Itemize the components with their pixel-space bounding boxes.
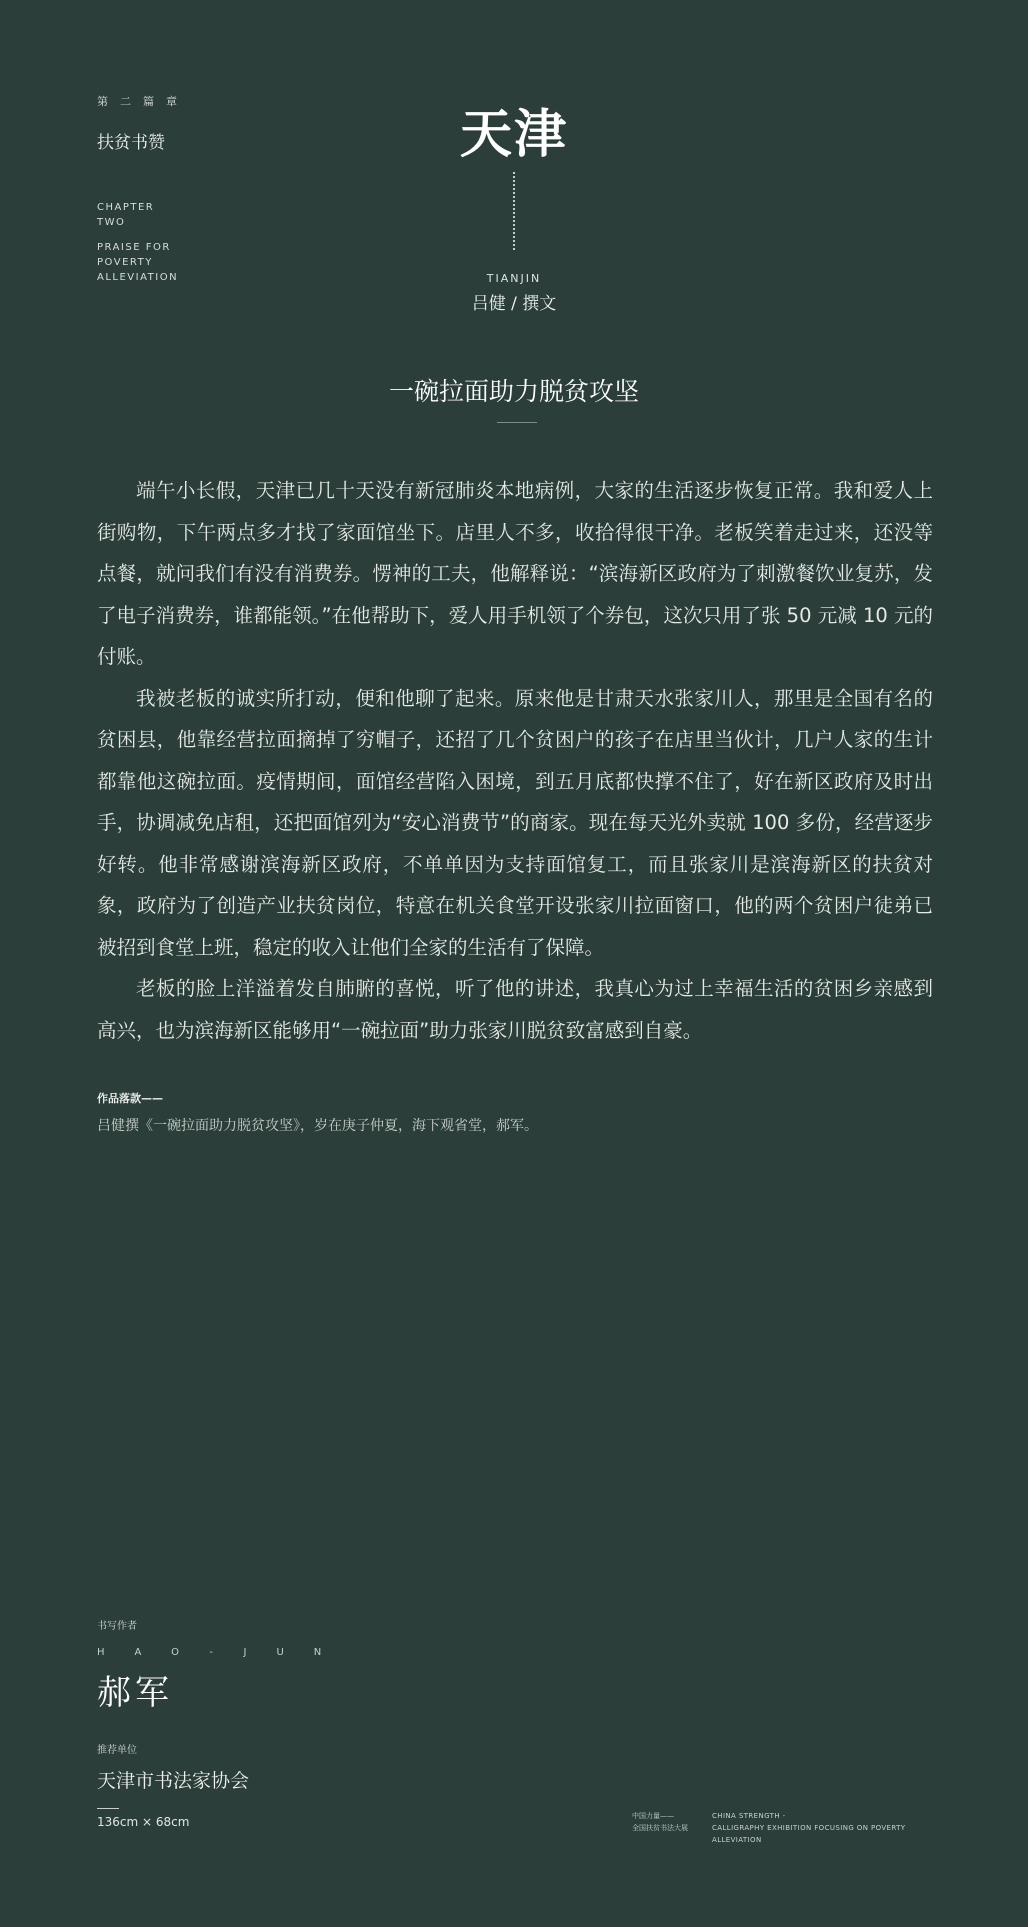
footer-cn xyxy=(632,1810,698,1834)
recommender-org: 天津市书法家协会 xyxy=(97,1770,250,1792)
chapter-en-subtitle: PRAISE FOR POVERTY ALLEVIATION xyxy=(97,242,179,283)
footer-en-line: CALLIGRAPHY EXHIBITION FOCUSING ON POVERTY ALLEVIATION xyxy=(712,1824,906,1844)
city-en-label: TIANJIN xyxy=(486,272,542,285)
footer-en xyxy=(712,1810,952,1846)
article-paragraph: 老板的脸上洋溢着发自肺腑的喜悦，听了他的讲述，我真心为过上幸福生活的贫困乡亲感到高兴，也为滨海新区能够用“一碗拉面”助力张家川脱贫致富感到自豪。 xyxy=(97,977,933,1042)
city-title: 天津 xyxy=(459,104,568,165)
chapter-en-label: CHAPTER TWO xyxy=(97,202,155,228)
chapter-number: 第二篇章 xyxy=(97,95,189,108)
inscription-text: 吕健撰《一碗拉面助力脱贫攻坚》，岁在庚子仲夏，海下观省堂，郝军。 xyxy=(97,1118,538,1134)
article-paragraph: 我被老板的诚实所打动，便和他聊了起来。原来他是甘肃天水张家川人，那里是全国有名的贫困县，他靠经营拉面摘掉了穷帽子，还招了几个贫困户的孩子在店里当伙计，几户人家的生计都靠他这碗拉面。疫情期间，面馆经营陷入困境，到五月底都快撑不住了，好在新区政府及时出手，协调减免店租，还把面馆列为“安心消费节”的商家。现在每天光外卖就 100 多份，经营逐步好转。他非常感谢滨海新区政府，不单单因为支持面馆复工，而且张家川是滨海新区的扶贫对象，政府为了创造产业扶贫岗位，特意在机关食堂开设张家川拉面窗口，他的两个贫困户徒弟已被招到食堂上班，稳定的收入让他们全家的生活有了保障。 xyxy=(97,686,933,959)
size-divider xyxy=(97,1808,119,1809)
writer-pinyin: HAO-JUN xyxy=(97,1647,352,1658)
dotted-divider xyxy=(513,172,515,250)
article-body xyxy=(97,470,933,1051)
author-credit: 吕健 / 撰文 xyxy=(471,294,557,314)
writer-name: 郝军 xyxy=(97,1673,173,1713)
article-title: 一碗拉面助力脱贫攻坚 xyxy=(388,377,639,406)
footer-en-line: CHINA STRENGTH - xyxy=(712,1812,786,1820)
footer-cn-line: 中国力量—— xyxy=(632,1812,674,1820)
artwork-size: 136cm × 68cm xyxy=(97,1815,190,1829)
recommender-label: 推荐单位 xyxy=(97,1745,137,1756)
article-paragraph: 端午小长假，天津已几十天没有新冠肺炎本地病例，大家的生活逐步恢复正常。我和爱人上街购物，下午两点多才找了家面馆坐下。店里人不多，收拾得很干净。老板笑着走过来，还没等点餐，就问我们有没有消费券。愣神的工夫，他解释说：“滨海新区政府为了刺激餐饮业复苏，发了电子消费券，谁都能领。”在他帮助下，爱人用手机领了个券包，这次只用了张 50 元减 10 元的付账。 xyxy=(97,479,933,668)
writer-label: 书写作者 xyxy=(97,1621,137,1632)
footer-cn-line: 全国扶贫书法大展 xyxy=(632,1824,688,1832)
inscription-label: 作品落款—— xyxy=(97,1092,163,1105)
chapter-title: 扶贫书赞 xyxy=(97,133,165,153)
title-divider xyxy=(497,422,537,423)
